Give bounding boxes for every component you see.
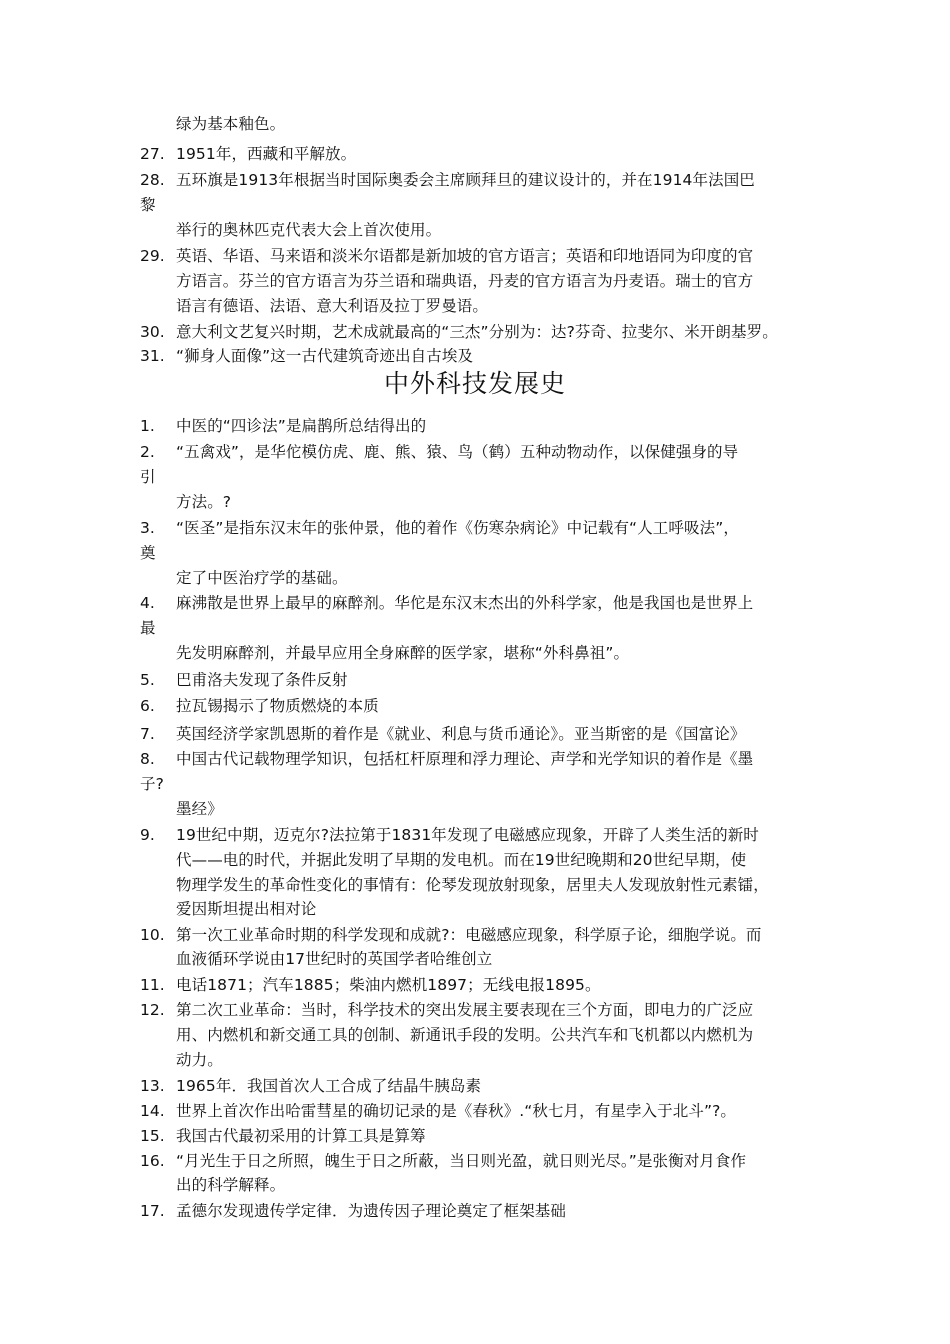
item-text: “五禽戏”，是华佗模仿虎、鹿、熊、猿、鸟（鹤）五种动物动作，以保健强身的导 (176, 443, 739, 461)
item-text: 动力。 (176, 1051, 223, 1069)
item-text: 拉瓦锡揭示了物质燃烧的本质 (176, 697, 379, 715)
item-text: 最 (140, 619, 156, 637)
item-number: 27. (140, 145, 165, 163)
item-text: 1951年，西藏和平解放。 (176, 145, 357, 163)
item-number: 9. (140, 826, 155, 844)
item-text: 引 (140, 468, 156, 486)
item-text: 定了中医治疗学的基础。 (176, 569, 348, 587)
item-text: 1965年．我国首次人工合成了结晶牛胰岛素 (176, 1077, 482, 1095)
item-number: 2. (140, 443, 155, 461)
item-text: 意大利文艺复兴时期，艺术成就最高的“三杰”分别为：达?芬奇、拉斐尔、米开朗基罗。 (176, 323, 778, 341)
item-text: 方法。? (176, 493, 232, 511)
item-number: 8. (140, 750, 155, 768)
item-number: 14. (140, 1102, 165, 1120)
item-text: 世界上首次作出哈雷彗星的确切记录的是《春秋》.“秋七月，有星孛入于北斗”?。 (176, 1102, 737, 1120)
item-text: 黎 (140, 196, 156, 214)
item-text: 代——电的时代，并据此发明了早期的发电机。而在19世纪晚期和20世纪早期，使 (176, 851, 747, 869)
item-number: 17. (140, 1202, 165, 1220)
item-text: 物理学发生的革命性变化的事情有：伦琴发现放射现象，居里夫人发现放射性元素镭， (176, 876, 769, 894)
item-text: 血液循环学说由17世纪时的英国学者哈维创立 (176, 950, 493, 968)
item-text: 中国古代记载物理学知识，包括杠杆原理和浮力理论、声学和光学知识的着作是《墨 (176, 750, 754, 768)
item-number: 13. (140, 1077, 165, 1095)
item-text: 第一次工业革命时期的科学发现和成就?：电磁感应现象，科学原子论，细胞学说。而 (176, 926, 762, 944)
item-26-continuation: 绿为基本釉色。 (176, 115, 286, 133)
item-text: 第二次工业革命：当时，科学技术的突出发展主要表现在三个方面，即电力的广泛应 (176, 1001, 754, 1019)
item-text: 英国经济学家凯恩斯的着作是《就业、利息与货币通论》。亚当斯密的是《国富论》 (176, 725, 746, 743)
item-text: 巴甫洛夫发现了条件反射 (176, 671, 348, 689)
item-number: 7. (140, 725, 155, 743)
item-text: 孟德尔发现遗传学定律．为遗传因子理论奠定了框架基础 (176, 1202, 567, 1220)
item-text: 举行的奥林匹克代表大会上首次使用。 (176, 221, 442, 239)
item-text: “月光生于日之所照，魄生于日之所蔽，当日则光盈，就日则光尽。”是张衡对月食作 (176, 1152, 747, 1170)
item-text: 爱因斯坦提出相对论 (176, 900, 317, 918)
item-number: 15. (140, 1127, 165, 1145)
item-text: 麻沸散是世界上最早的麻醉剂。华佗是东汉末杰出的外科学家，他是我国也是世界上 (176, 594, 754, 612)
item-text: 先发明麻醉剂，并最早应用全身麻醉的医学家，堪称“外科鼻祖”。 (176, 644, 630, 662)
item-text: 奠 (140, 544, 156, 562)
item-text: 我国古代最初采用的计算工具是算筹 (176, 1127, 426, 1145)
item-number: 5. (140, 671, 155, 689)
item-number: 3. (140, 519, 155, 537)
item-number: 12. (140, 1001, 165, 1019)
item-text: 英语、华语、马来语和淡米尔语都是新加坡的官方语言；英语和印地语同为印度的官 (176, 247, 754, 265)
item-text: 五环旗是1913年根据当时国际奥委会主席顾拜旦的建议设计的，并在1914年法国巴 (176, 171, 755, 189)
item-text: 19世纪中期，迈克尔?法拉第于1831年发现了电磁感应现象，开辟了人类生活的新时 (176, 826, 759, 844)
item-text: 中医的“四诊法”是扁鹊所总结得出的 (176, 417, 427, 435)
item-text: 出的科学解释。 (176, 1176, 286, 1194)
item-number: 4. (140, 594, 155, 612)
item-number: 28. (140, 171, 165, 189)
item-text: 墨经》 (176, 800, 223, 818)
item-text: 子? (140, 775, 164, 793)
item-text: “医圣”是指东汉末年的张仲景，他的着作《伤寒杂病论》中记载有“人工呼吸法”， (176, 519, 739, 537)
item-number: 1. (140, 417, 155, 435)
item-number: 16. (140, 1152, 165, 1170)
item-number: 6. (140, 697, 155, 715)
item-number: 31. (140, 347, 165, 365)
item-number: 10. (140, 926, 165, 944)
item-number: 11. (140, 976, 165, 994)
item-text: 用、内燃机和新交通工具的创制、新通讯手段的发明。公共汽车和飞机都以内燃机为 (176, 1026, 754, 1044)
item-text: 方语言。芬兰的官方语言为芬兰语和瑞典语，丹麦的官方语言为丹麦语。瑞士的官方 (176, 272, 754, 290)
item-text: 电话1871；汽车1885；柴油内燃机1897；无线电报1895。 (176, 976, 601, 994)
item-text: 语言有德语、法语、意大利语及拉丁罗曼语。 (176, 297, 489, 315)
item-number: 29. (140, 247, 165, 265)
section-title: 中外科技发展史 (383, 369, 566, 398)
item-number: 30. (140, 323, 165, 341)
item-text: “狮身人面像”这一古代建筑奇迹出自古埃及 (176, 347, 474, 365)
